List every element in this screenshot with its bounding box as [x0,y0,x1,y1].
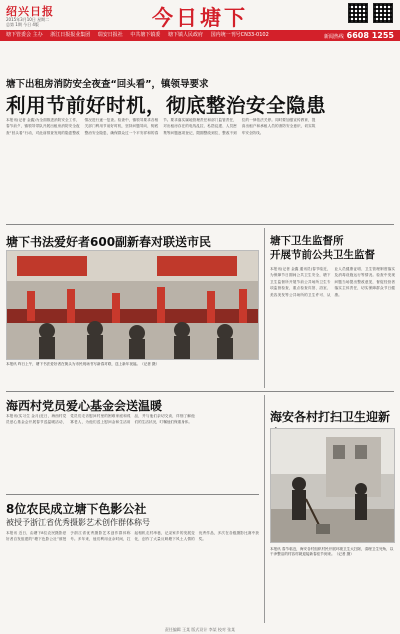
story-calligraphy-headline: 塘下书法爱好者600副新春对联送市民 [6,235,212,249]
haian-cleaning-photo [270,428,395,543]
photo-club-body: 本报讯 近日，由塘下8位农民摄影爱好者自发组建的“塘下色影公社”被授予浙江省优秀摄影艺术创作群体称号。多年来，他们利用业余时间，扛起相机走村串巷，记录家乡的发展变化，创作了大量反映塘下风土人情的优秀作品，多次在各级摄影比赛中获奖。 [6,531,259,542]
divider [6,494,259,495]
page-footer: 责任编辑 王某 版式设计 李某 校对 张某 [164,627,236,632]
calligraphy-caption: 本报讯 昨日上午，塘下书法爱好者在街头为市民现场书写新春对联，送上新年祝福。（记者 摄） [6,362,160,366]
hotline-number: 6608 1255 [346,31,394,40]
lead-headline: 利用节前好时机，彻底整治安全隐患 [6,94,327,117]
lead-body: 本报讯(记者 金鑫)为全面推进消防安全工作，春节前夕，镇领导带队开展出租房消防安全夜查“回头看”行动，对此前排查发现的隐患整改情况进行逐一复查。检查中，镇领导要求各相关部门利用节前好时机，坚持问题导向，彻底整治安全隐患，确保群众过一个平安祥和的春节。要求落实属地管理责任和部门监管责任，对出租房存在的电线乱拉、私搭乱建、人员密集等问题逐项登记，限期整改到位，整改不到位的一律依法关停。同时要加强宣传教育，提高出租户和承租人员的消防安全意识，切实筑牢安全防线。 [6,118,316,135]
newspaper-logo: 绍兴日报 [6,5,54,18]
page-title: 今日塘下 [152,6,248,30]
publisher-item: 瑞安日报社 [97,32,123,38]
publisher-item: 塘下管委会 主办 [6,32,43,38]
qr-code-icon [373,3,393,23]
health-body: 本报讯(记者 金鑫 通讯员)春节临近，为保障节日期间公共卫生安全，塘下卫生监督所开展节前公共场所卫生专项监督检查，重点检查宾馆、浴室、美容美发等公共场所的卫生许可、从业人员健康证明、卫生管理制度落实及消毒设施运行等情况。检查中发现问题当场提出整改意见，督促经营者落实主体责任，切实保障群众节日健康。 [270,267,395,297]
issue-info [6,17,106,27]
story-haian-headline: 海安各村打扫卫生迎新 [270,410,391,424]
publisher-item: 浙江日报报业集团 [50,32,91,38]
divider [264,228,265,388]
publisher-item: 塘下镇人民政府 [168,32,204,38]
lead-kicker: 塘下出租房消防安全夜查“回头看”，镇领导要求 [6,79,209,90]
haian-caption: 本报讯 春节临近，海安各村组织村民开展环境卫生大扫除，清理卫生死角，以干净整洁的村容村貌迎接新春佳节到来。（记者 摄） [270,547,394,557]
qr-code-icon [348,3,368,23]
divider [6,224,394,225]
haixi-body: 本报讯(实习生 金月)近日，海西村党员爱心基金会开展春节送温暖活动，党员们走访慰问村里的困难家庭和孤寡老人，为他们送上慰问金和生活用品，并与他们亲切交谈，详细了解他们的生活状况，叮嘱他们保重身体。 [6,414,195,425]
calligraphy-photo [6,250,259,360]
divider [264,395,265,623]
story-haixi-headline: 海西村党员爱心基金会送温暖 [6,399,163,413]
publisher-item: 中共塘下镇委 [130,32,161,38]
divider [6,391,394,392]
story-photo-club-subhead: 被授予浙江省优秀摄影艺术创作群体称号 [6,518,150,527]
hotline-label: 新闻热线 [323,34,344,40]
story-health-headline: 塘下卫生监督所 [270,235,344,247]
issue-number: 总第 1期 今日 4版 [6,22,39,27]
publisher-item: 国内统一刊号CN33-0102 [210,32,269,38]
story-health-headline2: 开展节前公共卫生监督 [270,249,375,261]
story-photo-club-headline: 8位农民成立塘下色影公社 [6,502,147,516]
issue-date: 2015年3月10日 星期二 [6,17,50,22]
news-hotline [324,30,394,41]
